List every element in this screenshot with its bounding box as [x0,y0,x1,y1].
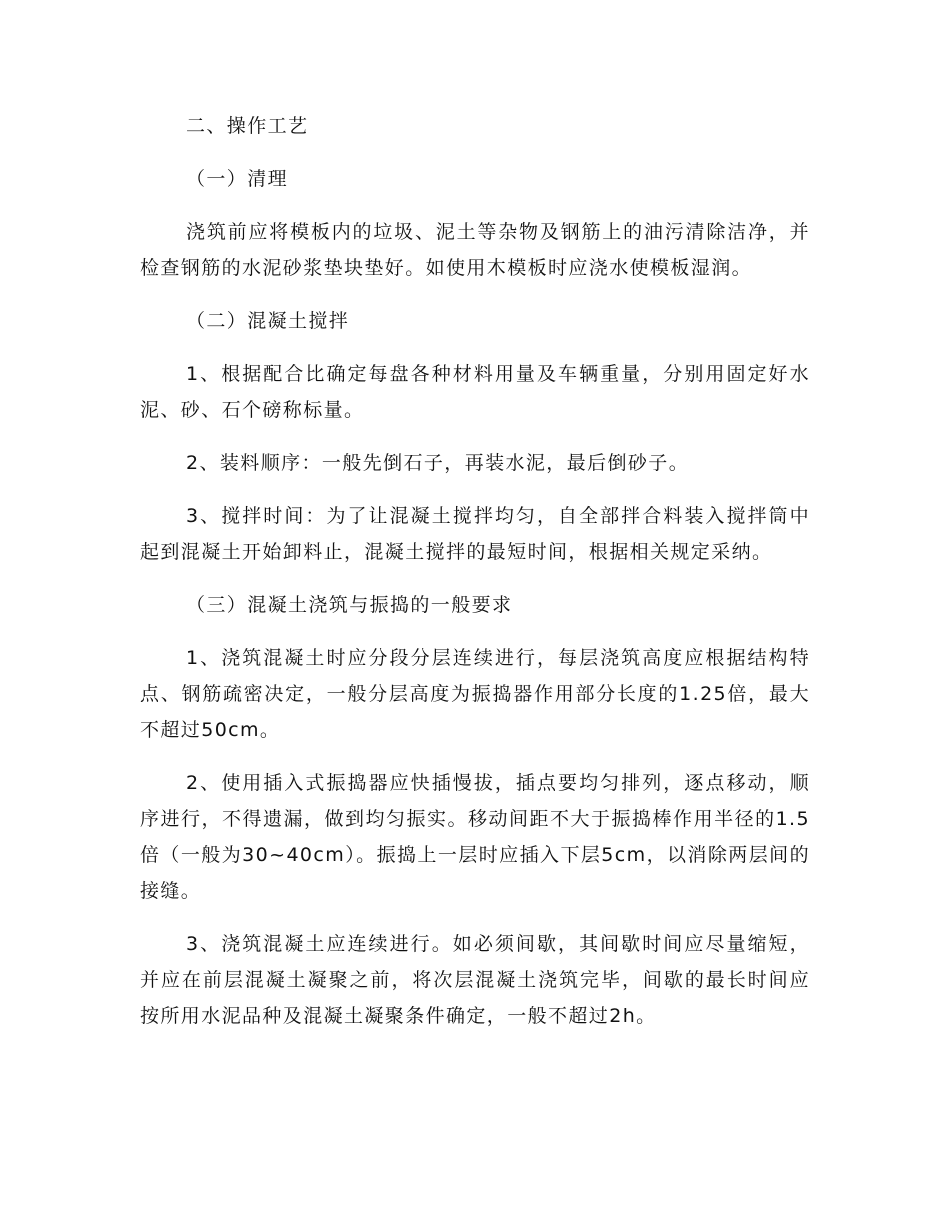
paragraph-mixing-3: 3、搅拌时间：为了让混凝土搅拌均匀，自全部拌合料装入搅拌筒中起到混凝土开始卸料止，混凝土搅拌的最短时间，根据相关规定采纳。 [140,505,810,563]
section-title: 二、操作工艺 [186,115,309,137]
paragraph-mixing-1: 1、根据配合比确定每盘各种材料用量及车辆重量，分别用固定好水泥、砂、石个磅称标量。 [140,363,810,421]
subsection-title-cleaning: （一）清理 [186,168,289,190]
subsection-title-pouring: （三）混凝土浇筑与振捣的一般要求 [186,594,513,616]
paragraph-pouring-1: 1、浇筑混凝土时应分段分层连续进行，每层浇筑高度应根据结构特点、钢筋疏密决定，一般分层高度为振捣器作用部分长度的1.25倍，最大不超过50cm。 [140,647,810,741]
document-page [140,108,810,1051]
paragraph-cleaning: 浇筑前应将模板内的垃圾、泥土等杂物及钢筋上的油污清除洁净，并检查钢筋的水泥砂浆垫块垫好。如使用木模板时应浇水使模板湿润。 [140,221,810,279]
paragraph-pouring-3: 3、浇筑混凝土应连续进行。如必须间歇，其间歇时间应尽量缩短，并应在前层混凝土凝聚之前，将次层混凝土浇筑完毕，间歇的最长时间应按所用水泥品种及混凝土凝聚条件确定，一般不超过2h。 [140,933,810,1027]
subsection-title-mixing: （二）混凝土搅拌 [186,310,350,332]
paragraph-pouring-2: 2、使用插入式振捣器应快插慢拔，插点要均匀排列，逐点移动，顺序进行，不得遗漏，做到均匀振实。移动间距不大于振捣棒作用半径的1.5倍（一般为30~40cm）。振捣上一层时应插入下层5cm，以消除两层间的接缝。 [140,772,810,902]
paragraph-mixing-2: 2、装料顺序：一般先倒石子，再装水泥，最后倒砂子。 [186,452,690,474]
